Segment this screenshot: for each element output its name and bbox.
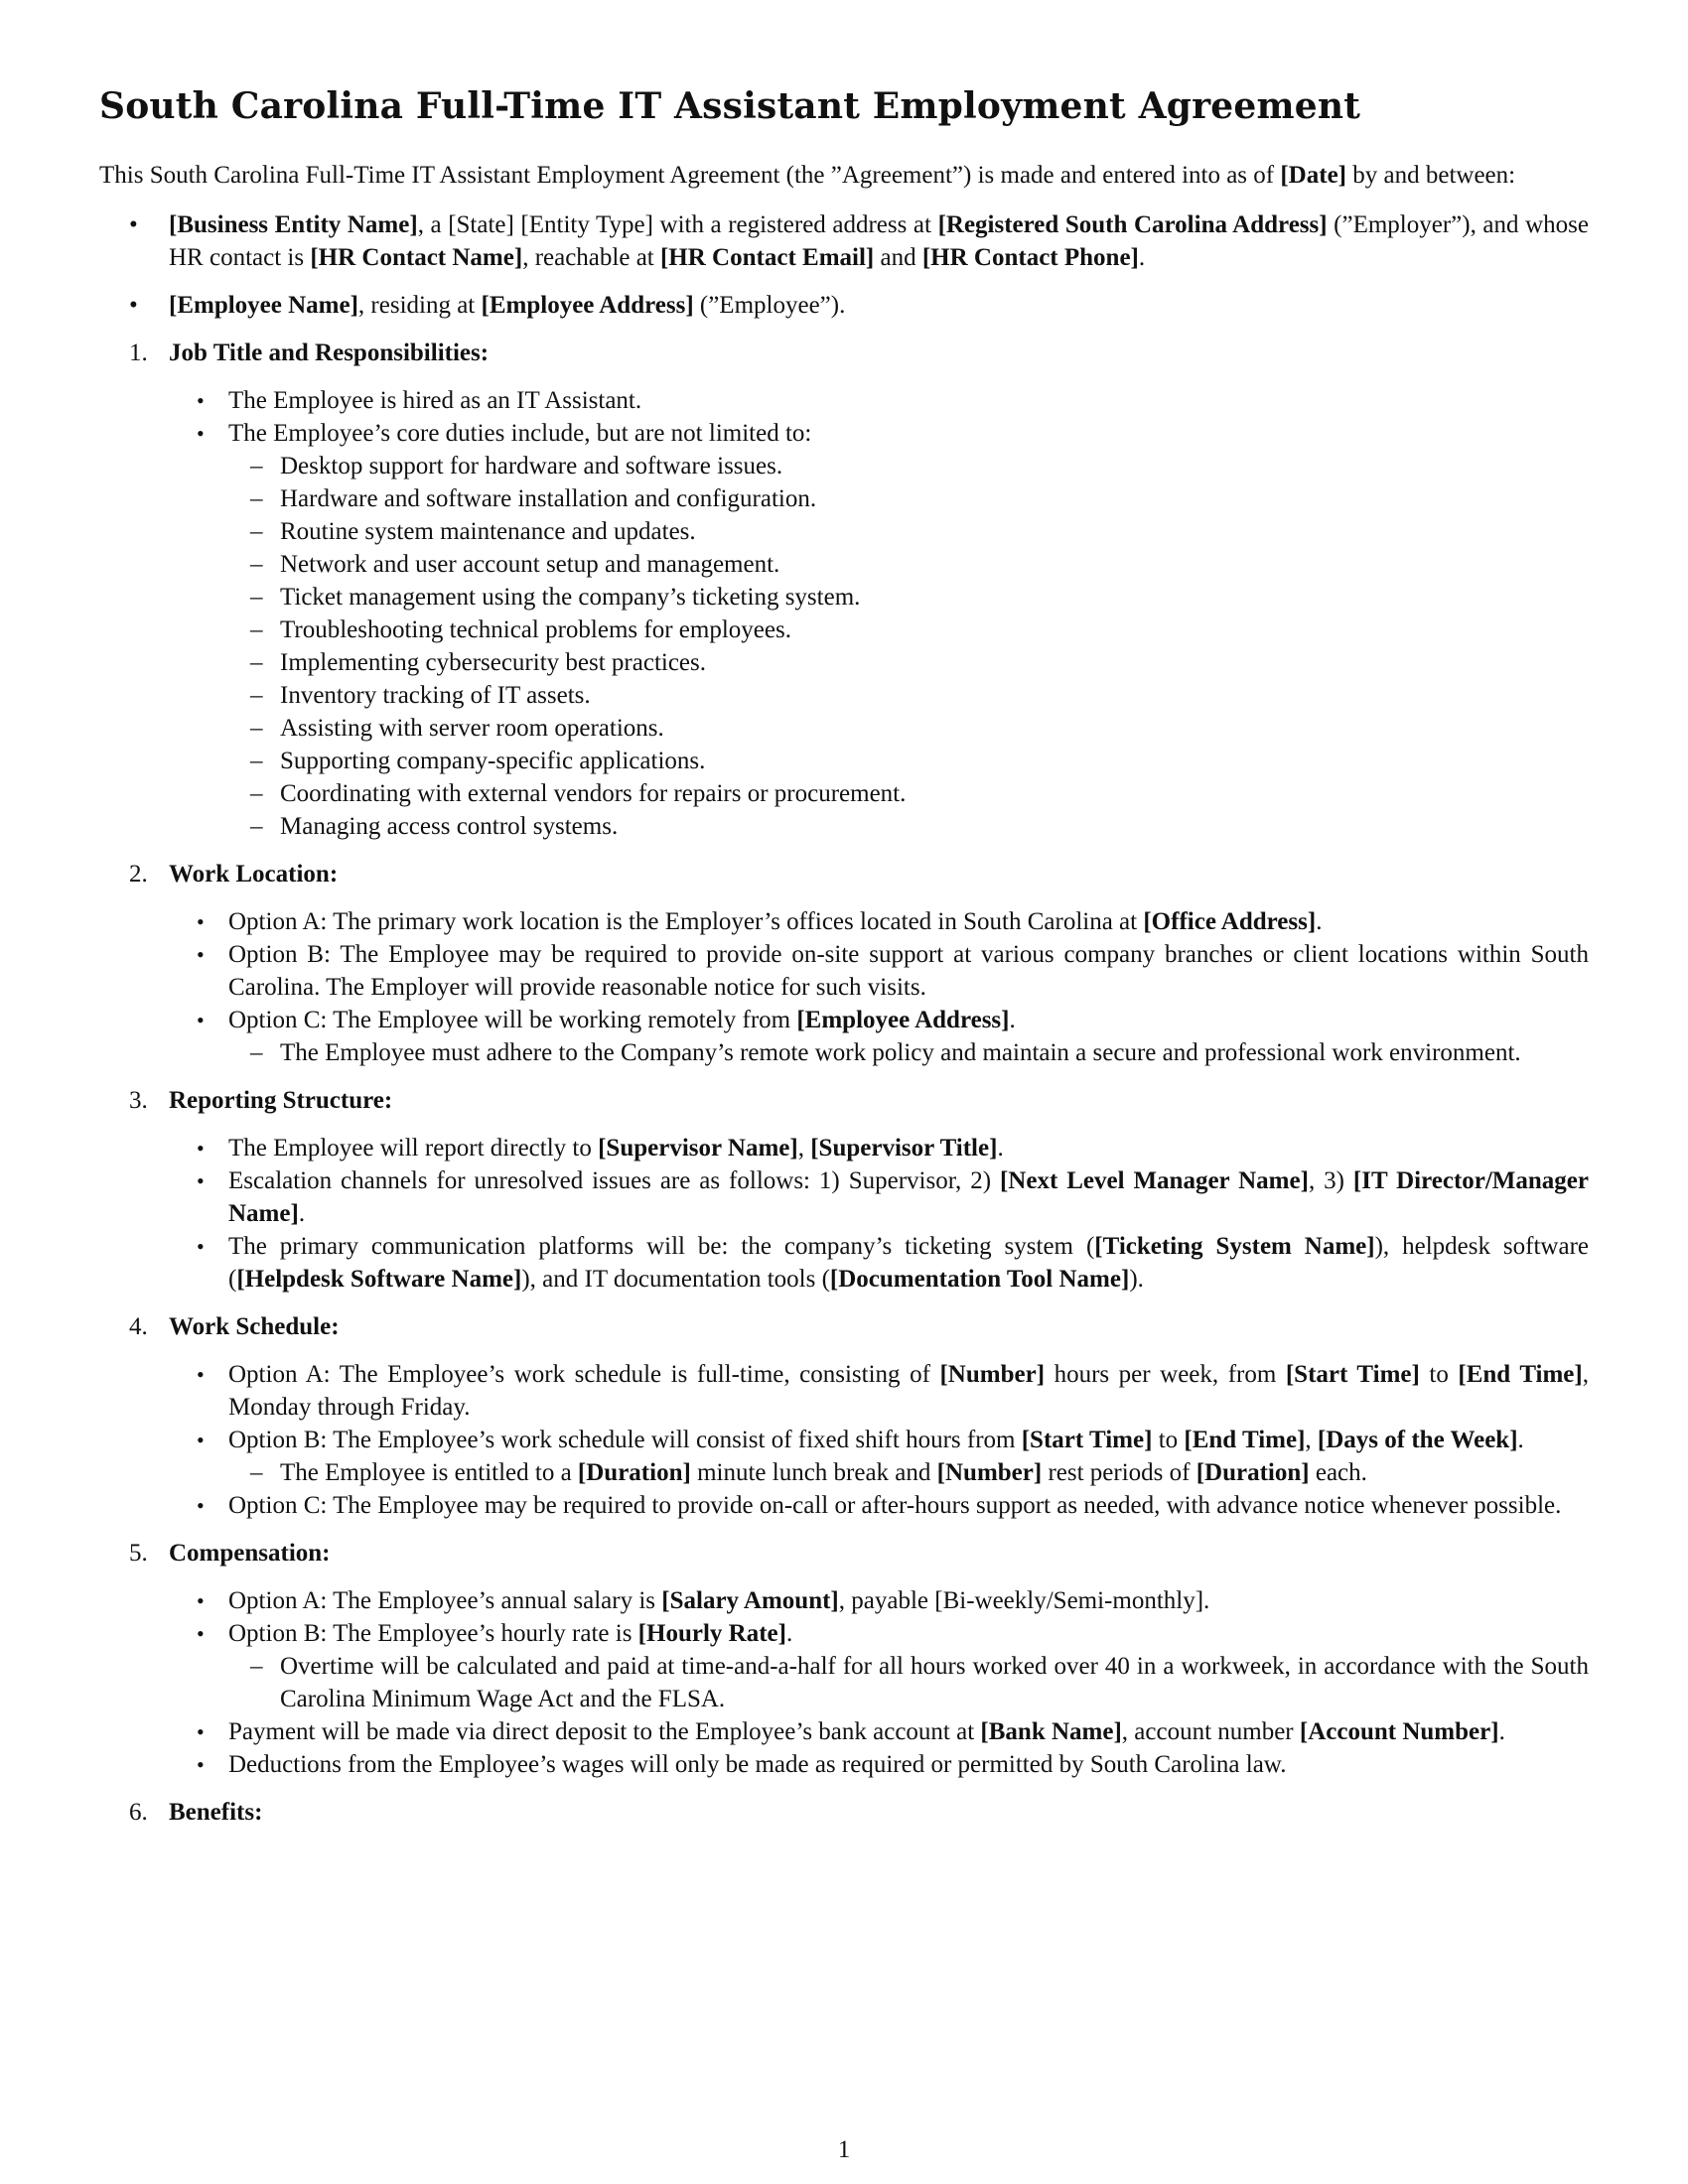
business-entity-name-field: [Business Entity Name] [169, 211, 418, 238]
list-item [169, 417, 1589, 843]
office-address-field: [Office Address] [1143, 908, 1317, 935]
section-benefits [99, 1796, 1589, 1829]
list-item [169, 1230, 1589, 1296]
item-text: ), and IT documentation tools ( [521, 1266, 830, 1293]
item-text: . [1316, 908, 1323, 935]
documentation-tool-field: [Documentation Tool Name] [829, 1266, 1130, 1293]
duty-item: – Hardware and software installation and configuration. [228, 482, 1589, 515]
section-compensation [99, 1537, 1589, 1781]
section-work-schedule [99, 1310, 1589, 1522]
item-text: Option B: The Employee’s hourly rate is [228, 1620, 638, 1647]
sub-list [228, 1036, 1589, 1069]
item-text: Deductions from the Employee’s wages will only be made as required or permitted by South Carolina law. [228, 1751, 1287, 1778]
page-number: 1 [837, 2136, 851, 2163]
item-text: The Employee is entitled to a [280, 1459, 578, 1486]
list-item [169, 1748, 1589, 1781]
item-text: . [997, 1135, 1004, 1161]
list-item [169, 1584, 1589, 1617]
employer-text: , reachable at [522, 244, 660, 271]
duty-item: – Managing access control systems. [228, 810, 1589, 843]
document-body [99, 159, 1589, 1829]
section-title: Compensation: [169, 1540, 331, 1567]
section-title: Reporting Structure: [169, 1087, 393, 1114]
section-job-title [99, 337, 1589, 843]
intro-tail: by and between: [1346, 162, 1516, 189]
list-item [169, 1004, 1589, 1069]
duty-item: – Ticket management using the company’s ticketing system. [228, 581, 1589, 614]
item-text: Option A: The Employee’s work schedule is full-time, consisting of [228, 1361, 940, 1388]
list-item [169, 384, 1589, 417]
item-text: , [1305, 1427, 1318, 1453]
list-item [169, 1617, 1589, 1715]
item-text: ). [1129, 1266, 1144, 1293]
bullet-list [169, 905, 1589, 1069]
duty-item: – Troubleshooting technical problems for employees. [228, 614, 1589, 646]
intro-paragraph [99, 159, 1589, 192]
item-text: Option C: The Employee will be working remotely from [228, 1007, 797, 1033]
sections-list [99, 337, 1589, 1829]
section-number: 4. [129, 1313, 148, 1340]
employer-text: . [1138, 244, 1146, 271]
helpdesk-software-field: [Helpdesk Software Name] [236, 1266, 522, 1293]
item-text: The primary communication platforms will be: the company’s ticketing system ( [228, 1233, 1095, 1260]
start-time-field: [Start Time] [1285, 1361, 1420, 1388]
document-title: South Carolina Full-Time IT Assistant Employment Agreement [99, 85, 1361, 127]
end-time-field: [End Time] [1458, 1361, 1583, 1388]
start-time-field: [Start Time] [1021, 1427, 1153, 1453]
it-director-field: [IT Director/Manager Name] [228, 1167, 1589, 1227]
item-text: Option C: The Employee may be required to provide on-call or after-hours support as needed, with advance notice whenever possible. [228, 1492, 1562, 1519]
sub-list [228, 1456, 1589, 1489]
list-item [169, 1424, 1589, 1489]
section-title: Benefits: [169, 1799, 263, 1826]
duty-item: – Routine system maintenance and updates. [228, 515, 1589, 548]
ticketing-system-field: [Ticketing System Name] [1094, 1233, 1375, 1260]
item-text: Option A: The Employee’s annual salary is [228, 1587, 662, 1614]
intro-text: This South Carolina Full-Time IT Assistant Employment Agreement (the ”Agreement”) is made and entered into as of [99, 162, 1281, 189]
sub-item: – The Employee must adhere to the Company’s remote work policy and maintain a secure and professional work environment. [228, 1036, 1589, 1069]
duty-item: – Supporting company-specific applications. [228, 745, 1589, 777]
registered-address-field: [Registered South Carolina Address] [937, 211, 1328, 238]
hr-contact-phone-field: [HR Contact Phone] [921, 244, 1139, 271]
hr-contact-email-field: [HR Contact Email] [659, 244, 875, 271]
employer-text: , a [State] [Entity Type] with a registered address at [417, 211, 938, 238]
item-text: . [1498, 1718, 1505, 1745]
duty-item: – Network and user account setup and management. [228, 548, 1589, 581]
section-title: Work Location: [169, 861, 339, 887]
duty-item: – Inventory tracking of IT assets. [228, 679, 1589, 712]
sub-item [228, 1456, 1589, 1489]
section-work-location [99, 858, 1589, 1069]
list-item [169, 938, 1589, 1004]
item-text: , [797, 1135, 811, 1161]
sub-list [228, 1650, 1589, 1715]
employer-text: (”Employer”), and whose HR contact is [169, 211, 1589, 271]
item-text: Payment will be made via direct deposit to the Employee’s bank account at [228, 1718, 981, 1745]
bullet-list [169, 1358, 1589, 1522]
item-text: The Employee’s core duties include, but are not limited to: [228, 420, 812, 447]
duty-item: – Coordinating with external vendors for repairs or procurement. [228, 777, 1589, 810]
section-number: 3. [129, 1087, 148, 1114]
employee-address-field: [Employee Address] [481, 292, 694, 319]
section-number: 2. [129, 861, 148, 887]
duty-item: – Implementing cybersecurity best practices. [228, 646, 1589, 679]
duty-item: – Desktop support for hardware and software issues. [228, 450, 1589, 482]
account-number-field: [Account Number] [1299, 1718, 1499, 1745]
bullet-list [169, 1132, 1589, 1296]
section-number: 1. [129, 340, 148, 366]
item-text: ), helpdesk software ( [228, 1233, 1590, 1293]
employee-text: , residing at [357, 292, 482, 319]
item-text: Option A: The primary work location is the Employer’s offices located in South Carolina at [228, 908, 1144, 935]
employer-party [99, 208, 1589, 274]
employee-text: (”Employee”). [693, 292, 846, 319]
item-text: minute lunch break and [690, 1459, 937, 1486]
list-item [169, 905, 1589, 938]
hours-number-field: [Number] [939, 1361, 1046, 1388]
list-item [169, 1132, 1589, 1164]
list-item [169, 1164, 1589, 1230]
section-number: 5. [129, 1540, 148, 1567]
employee-address-field: [Employee Address] [796, 1007, 1010, 1033]
sub-item: – Overtime will be calculated and paid at time-and-a-half for all hours worked over 40 in a workweek, in accordance with the South Carolina Minimum Wage Act and the FLSA. [228, 1650, 1589, 1715]
section-title: Work Schedule: [169, 1313, 340, 1340]
item-text: . [1009, 1007, 1016, 1033]
item-text: . [1517, 1427, 1524, 1453]
bank-name-field: [Bank Name] [980, 1718, 1122, 1745]
item-text: Escalation channels for unresolved issues are as follows: 1) Supervisor, 2) [228, 1167, 1000, 1194]
hourly-rate-field: [Hourly Rate] [637, 1620, 786, 1647]
hr-contact-name-field: [HR Contact Name] [310, 244, 523, 271]
list-item [169, 1489, 1589, 1522]
item-text: Option B: The Employee may be required to provide on-site support at various company branches or client locations within South Carolina. The Employer will provide reasonable notice for such visits. [228, 941, 1589, 1001]
item-text: hours per week, from [1045, 1361, 1286, 1388]
item-text: , account number [1121, 1718, 1300, 1745]
employee-name-field: [Employee Name] [169, 292, 358, 319]
item-text: each. [1309, 1459, 1367, 1486]
item-text: . [785, 1620, 793, 1647]
item-text: , Monday through Friday. [228, 1361, 1589, 1421]
item-text: rest periods of [1042, 1459, 1196, 1486]
item-text: The Employee is hired as an IT Assistant. [228, 387, 642, 414]
days-of-week-field: [Days of the Week] [1317, 1427, 1518, 1453]
duration-field: [Duration] [577, 1459, 691, 1486]
item-text: , payable [Bi-weekly/Semi-monthly]. [838, 1587, 1210, 1614]
section-number: 6. [129, 1799, 148, 1826]
next-level-manager-field: [Next Level Manager Name] [999, 1167, 1309, 1194]
section-reporting-structure [99, 1084, 1589, 1296]
item-text: , 3) [1308, 1167, 1353, 1194]
end-time-field: [End Time] [1184, 1427, 1306, 1453]
section-title: Job Title and Responsibilities: [169, 340, 490, 366]
supervisor-name-field: [Supervisor Name] [598, 1135, 798, 1161]
supervisor-title-field: [Supervisor Title] [810, 1135, 998, 1161]
salary-amount-field: [Salary Amount] [661, 1587, 839, 1614]
item-text: Option B: The Employee’s work schedule will consist of fixed shift hours from [228, 1427, 1022, 1453]
date-field: [Date] [1280, 162, 1346, 189]
employer-text: and [874, 244, 922, 271]
bullet-list [169, 1584, 1589, 1781]
item-text: . [298, 1200, 306, 1227]
rest-number-field: [Number] [936, 1459, 1043, 1486]
duration-field: [Duration] [1196, 1459, 1310, 1486]
duties-list [228, 450, 1589, 843]
item-text: The Employee will report directly to [228, 1135, 599, 1161]
item-text: to [1152, 1427, 1185, 1453]
parties-list [99, 208, 1589, 322]
item-text: to [1419, 1361, 1459, 1388]
list-item [169, 1715, 1589, 1748]
employee-party [99, 289, 1589, 322]
bullet-list [169, 384, 1589, 843]
duty-item: – Assisting with server room operations. [228, 712, 1589, 745]
list-item [169, 1358, 1589, 1424]
